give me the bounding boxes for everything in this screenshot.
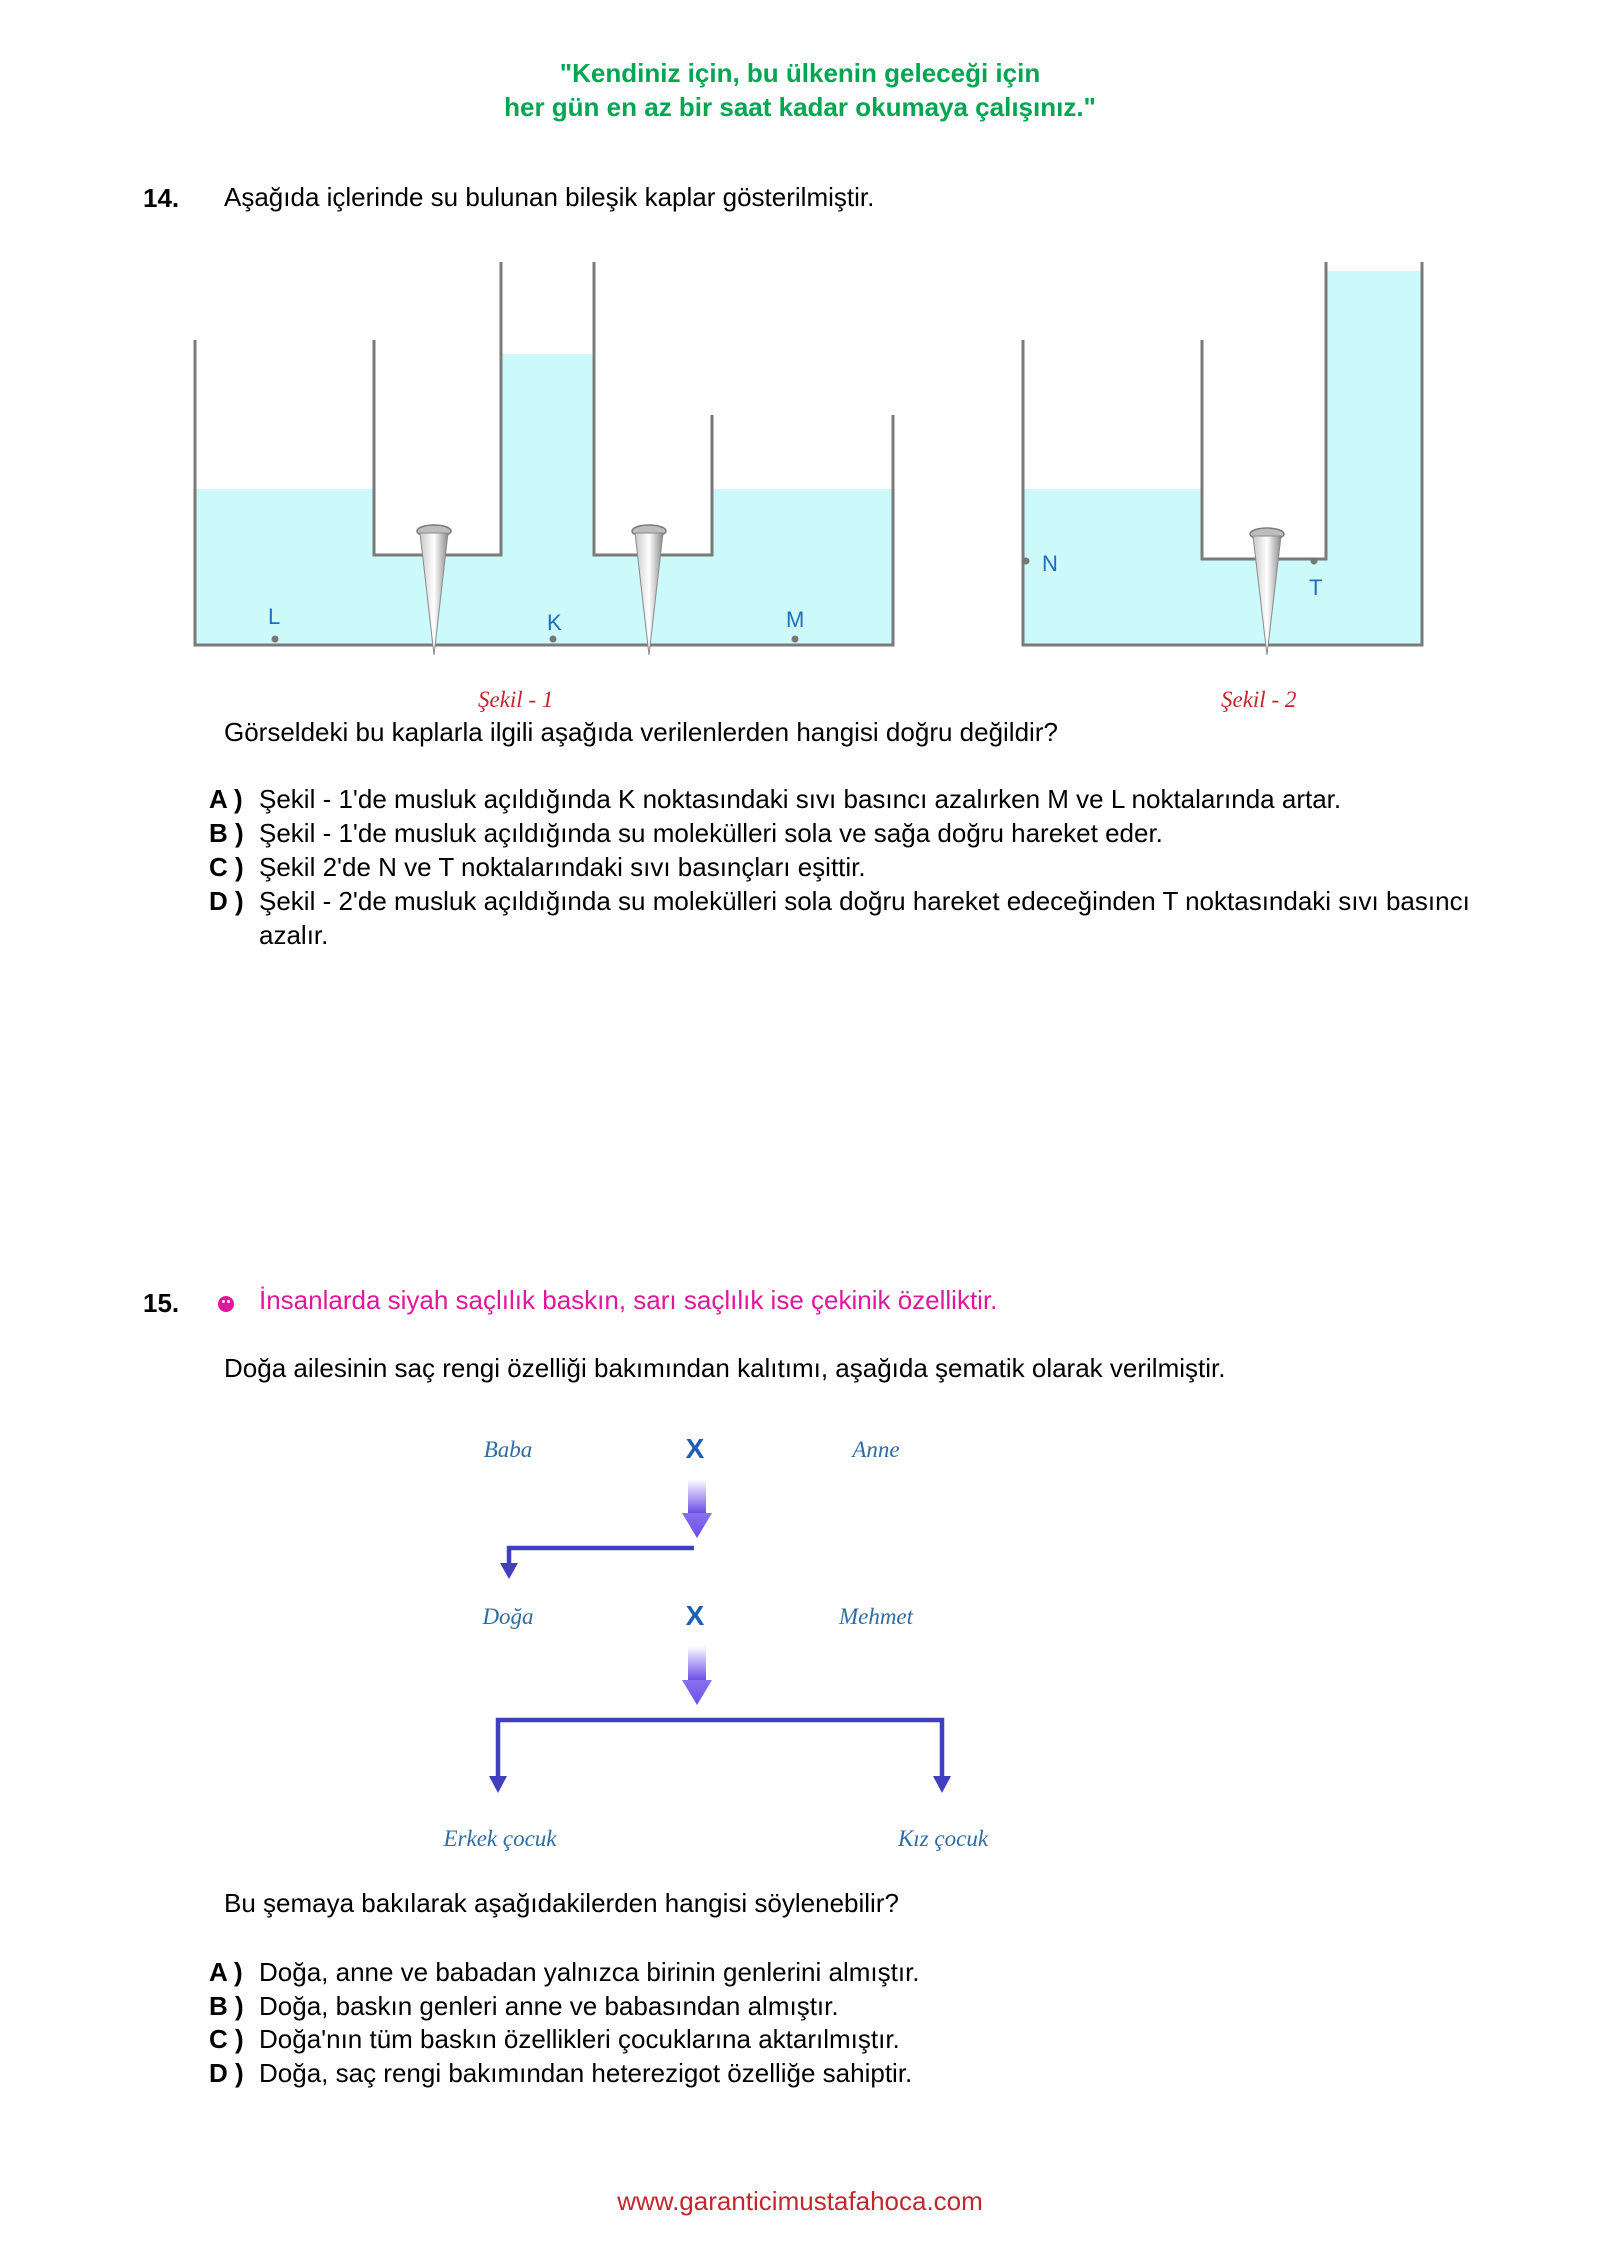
option-text: Şekil - 2'de musluk açıldığında su molekülleri sola doğru hareket edeceğinden T noktasındaki sıvı basıncı azalır.: [259, 886, 1470, 950]
point-K-label: K: [547, 610, 562, 635]
schema-cross-2: X: [685, 1600, 705, 1631]
schema-daughter: Kız çocuk: [897, 1826, 989, 1851]
option-letter: C ): [209, 2024, 244, 2054]
down-arrow-1-icon: [682, 1479, 712, 1538]
option-letter: A ): [209, 1957, 243, 1987]
schema-child: Doğa: [482, 1604, 534, 1629]
branch-to-child: [509, 1548, 694, 1566]
branch-arrowhead-daughter-icon: [933, 1776, 951, 1793]
figure-1-caption: Şekil - 1: [478, 687, 554, 712]
question-15-stem: Bu şemaya bakılarak aşağıdakilerden hangisi söylenebilir?: [224, 1888, 899, 1918]
down-arrow-2-icon: [682, 1646, 712, 1705]
question-14-stem: Görseldeki bu kaplarla ilgili aşağıda verilenlerden hangisi doğru değildir?: [224, 717, 1058, 747]
schema-son: Erkek çocuk: [443, 1826, 557, 1851]
option-text: Şekil - 1'de musluk açıldığında K noktasındaki sıvı basıncı azalırken M ve L noktalarında artar.: [259, 784, 1342, 814]
schema-mother: Anne: [852, 1437, 900, 1462]
option-letter: A ): [209, 784, 243, 814]
option-letter: B ): [209, 818, 244, 848]
question-15-intro: Doğa ailesinin saç rengi özelliği bakımından kalıtımı, aşağıda şematik olarak verilmiştir.: [224, 1353, 1226, 1383]
question-14-intro: Aşağıda içlerinde su bulunan bileşik kaplar gösterilmiştir.: [224, 182, 875, 212]
option-text: Doğa, saç rengi bakımından heterezigot özelliğe sahiptir.: [259, 2058, 913, 2088]
option-text: Şekil 2'de N ve T noktalarındaki sıvı basınçları eşittir.: [259, 852, 866, 882]
option-text: Doğa, anne ve babadan yalnızca birinin genlerini almıştır.: [259, 1957, 920, 1987]
question-15-number: 15.: [143, 1288, 180, 1318]
option-letter: D ): [209, 2058, 244, 2088]
schema-cross-1: X: [685, 1433, 705, 1464]
schema-father: Baba: [483, 1437, 533, 1462]
option-text: Doğa'nın tüm baskın özellikleri çocuklarına aktarılmıştır.: [259, 2024, 900, 2054]
branch-arrowhead-child-icon: [500, 1563, 518, 1579]
point-T-label: T: [1309, 575, 1323, 600]
option-letter: D ): [209, 886, 244, 916]
question-14-number: 14.: [143, 183, 180, 213]
option-letter: B ): [209, 1991, 244, 2021]
option-text: Şekil - 1'de musluk açıldığında su molekülleri sola ve sağa doğru hareket eder.: [259, 818, 1163, 848]
point-M-label: M: [786, 607, 805, 632]
motto-line-2: her gün en az bir saat kadar okumaya çalışınız.": [504, 92, 1096, 122]
schema-spouse: Mehmet: [838, 1604, 914, 1629]
option-text: Doğa, baskın genleri anne ve babasından almıştır.: [259, 1991, 839, 2021]
point-L-label: L: [268, 604, 281, 629]
footer-website-link[interactable]: www.garanticimustafahoca.com: [617, 2186, 983, 2216]
motto-line-1: "Kendiniz için, bu ülkenin geleceği için: [559, 58, 1041, 88]
point-N-label: N: [1042, 551, 1058, 576]
branch-arrowhead-son-icon: [489, 1776, 507, 1793]
question-15-note: İnsanlarda siyah saçlılık baskın, sarı saçlılık ise çekinik özelliktir.: [259, 1285, 998, 1315]
figure-2-caption: Şekil - 2: [1221, 687, 1297, 712]
option-letter: C ): [209, 852, 244, 882]
branch-to-grandchildren: [498, 1720, 942, 1780]
